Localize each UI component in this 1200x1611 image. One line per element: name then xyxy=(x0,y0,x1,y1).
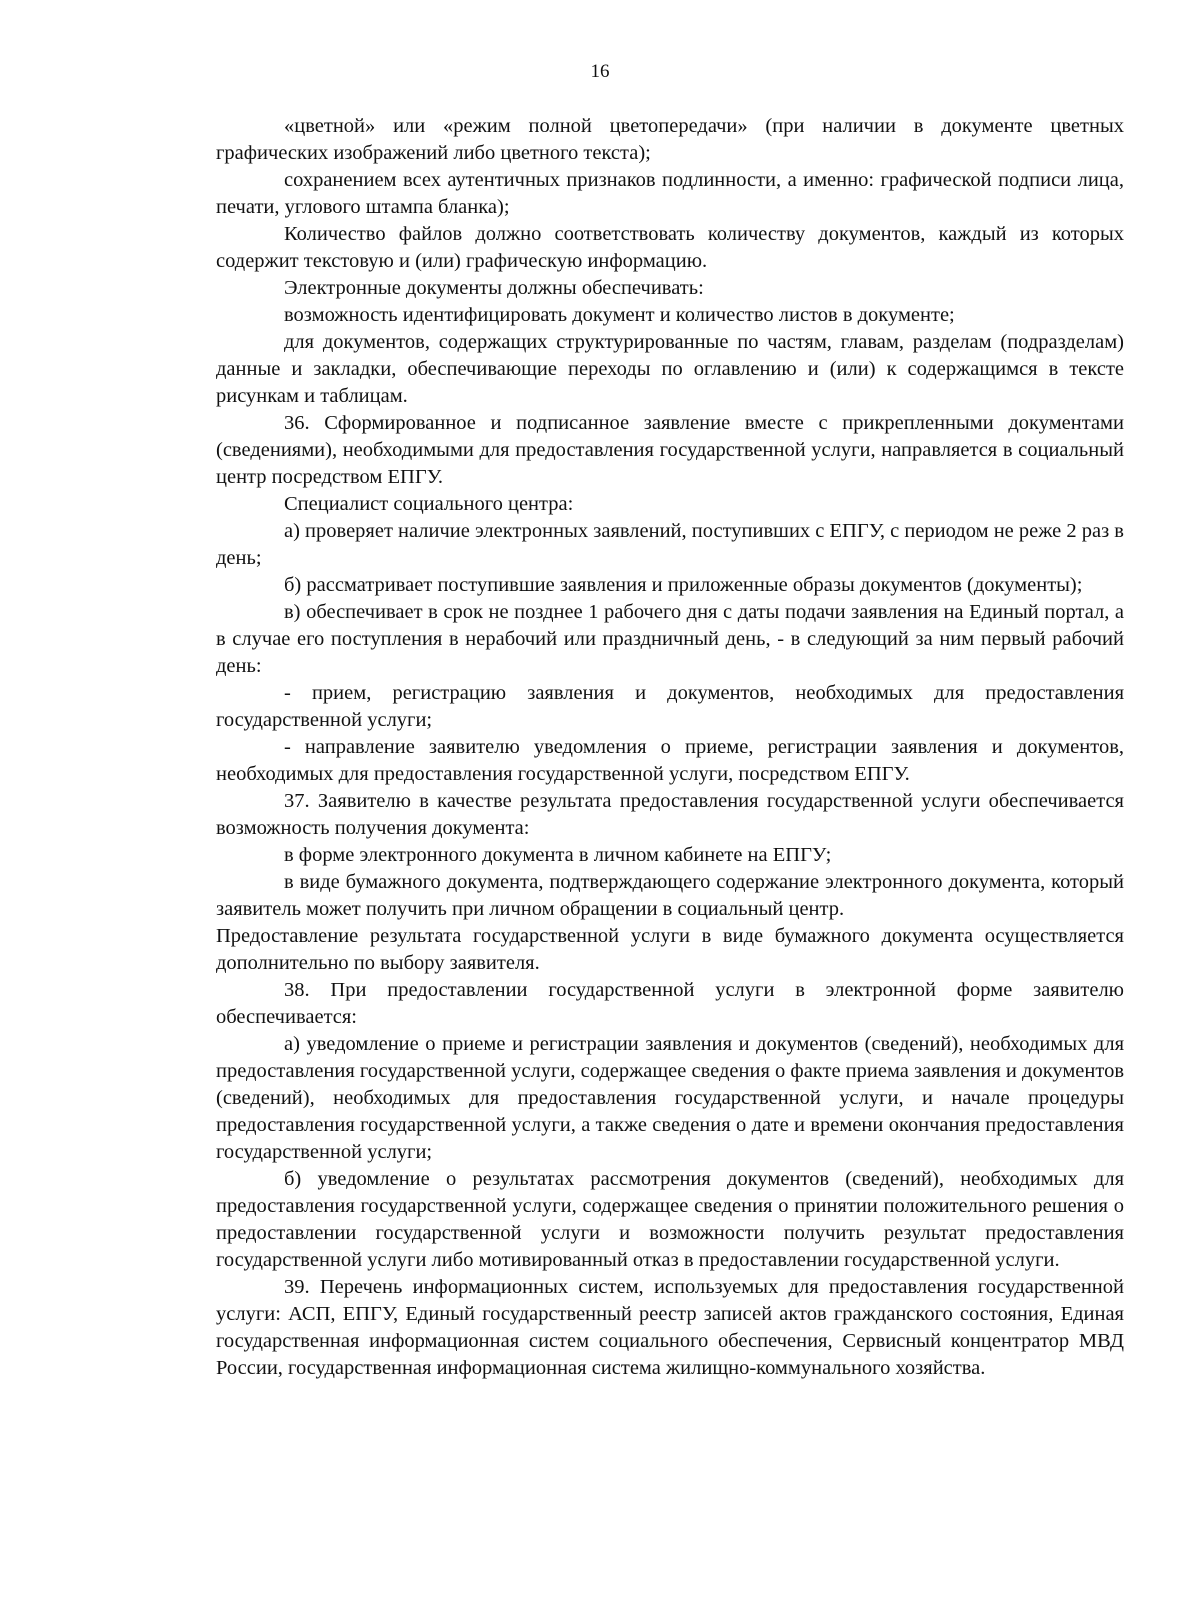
paragraph-specialist-intro: Специалист социального центра: xyxy=(284,493,574,515)
paragraph-structured-documents: для документов, содержащих структурированные по частям, главам, разделам (подразделам) данные и закладки, обеспечивающие переходы по оглавлению и (или) к содержащимся в тексте рисункам и таблицам. xyxy=(216,331,1124,407)
paragraph-item-38-b: б) уведомление о результатах рассмотрения документов (сведений), необходимых для предоставления государственной услуги, содержащее сведения о принятии положительного решения о предоставлении государственной услуги и возможности получить результат предоставления государственной услуги либо мотивированный отказ в предоставлении государственной услуги. xyxy=(216,1168,1124,1271)
paragraph-specialist-b: б) рассматривает поступившие заявления и приложенные образы документов (документы); xyxy=(284,574,1083,596)
paragraph-item-37: 37. Заявителю в качестве результата предоставления государственной услуги обеспечивается возможность получения документа: xyxy=(216,790,1124,839)
paragraph-specialist-v: в) обеспечивает в срок не позднее 1 рабочего дня с даты подачи заявления на Единый портал, а в случае его поступления в нерабочий или праздничный день, - в следующий за ним первый рабочий день: xyxy=(216,601,1124,677)
page-number: 16 xyxy=(590,61,610,82)
paragraph-dash-notification: - направление заявителю уведомления о приеме, регистрации заявления и документов, необходимых для предоставления государственной услуги, посредством ЕПГУ. xyxy=(216,736,1124,785)
paragraph-dash-reception: - прием, регистрацию заявления и документов, необходимых для предоставления государственной услуги; xyxy=(216,682,1124,731)
paragraph-identify-document: возможность идентифицировать документ и количество листов в документе; xyxy=(284,304,955,326)
paragraph-scan-color-mode: «цветной» или «режим полной цветопередачи» (при наличии в документе цветных графических изображений либо цветного текста); xyxy=(216,115,1124,164)
paragraph-authenticity-signs: сохранением всех аутентичных признаков подлинности, а именно: графической подписи лица, печати, углового штампа бланка); xyxy=(216,169,1124,218)
paragraph-electronic-form: в форме электронного документа в личном кабинете на ЕПГУ; xyxy=(284,844,832,866)
paragraph-electronic-docs-intro: Электронные документы должны обеспечивать: xyxy=(284,277,704,299)
document-body xyxy=(216,113,1124,1382)
paragraph-item-39: 39. Перечень информационных систем, используемых для предоставления государственной услуги: АСП, ЕПГУ, Единый государственный реестр записей актов гражданского состояния, Единая государственная информационная систем социального обеспечения, Сервисный концентратор МВД России, государственная информационная система жилищно-коммунального хозяйства. xyxy=(216,1276,1124,1379)
paragraph-item-38-a: а) уведомление о приеме и регистрации заявления и документов (сведений), необходимых для предоставления государственной услуги, содержащее сведения о факте приема заявления и документов (сведений), необходимых для предоставления государственной услуги, и начале процедуры предоставления государственной услуги, а также сведения о дате и времени окончания предоставления государственной услуги; xyxy=(216,1033,1124,1163)
paragraph-item-38: 38. При предоставлении государственной услуги в электронной форме заявителю обеспечивается: xyxy=(216,979,1124,1028)
paragraph-specialist-a: а) проверяет наличие электронных заявлений, поступивших с ЕПГУ, с периодом не реже 2 раз в день; xyxy=(216,520,1124,569)
paragraph-paper-form: в виде бумажного документа, подтверждающего содержание электронного документа, который заявитель может получить при личном обращении в социальный центр. xyxy=(216,871,1124,920)
paragraph-file-count: Количество файлов должно соответствовать количеству документов, каждый из которых содержит текстовую и (или) графическую информацию. xyxy=(216,223,1124,272)
paragraph-item-36: 36. Сформированное и подписанное заявление вместе с прикрепленными документами (сведениями), необходимыми для предоставления государственной услуги, направляется в социальный центр посредством ЕПГУ. xyxy=(216,412,1124,488)
paragraph-paper-result: Предоставление результата государственной услуги в виде бумажного документа осуществляется дополнительно по выбору заявителя. xyxy=(216,925,1124,974)
